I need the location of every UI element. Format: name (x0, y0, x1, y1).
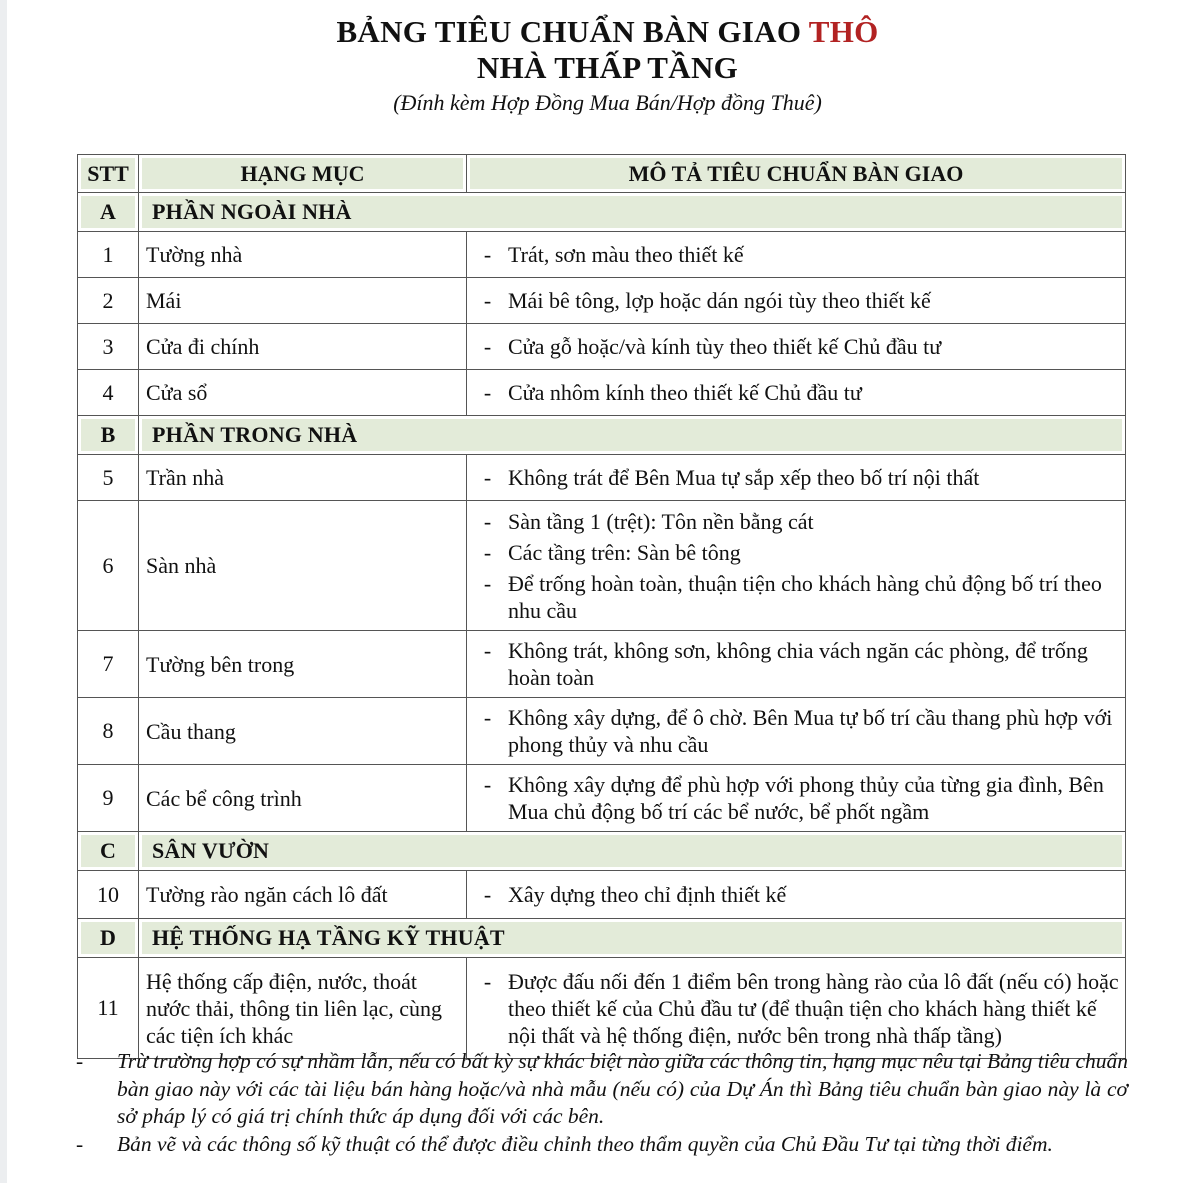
table-row (78, 501, 1126, 631)
row-description: - Cửa nhôm kính theo thiết kế Chủ đầu tư (467, 370, 1126, 416)
table-row (78, 370, 1126, 416)
table-row (78, 698, 1126, 765)
row-number: 4 (78, 370, 139, 416)
row-description: - Không trát, không sơn, không chia vách ngăn các phòng, để trống hoàn toàn (467, 631, 1126, 698)
row-number: 11 (78, 958, 139, 1059)
section-row-a (78, 193, 1126, 232)
footnote-item: - Bản vẽ và các thông số kỹ thuật có thể được điều chỉnh theo thẩm quyền của Chủ Đầu Tư tại từng thời điểm. (76, 1131, 1053, 1156)
row-item: Trần nhà (139, 455, 467, 501)
column-header-stt: STT (78, 155, 139, 193)
row-item: Sàn nhà (139, 501, 467, 631)
table-row (78, 958, 1126, 1059)
section-row-c (78, 832, 1126, 871)
row-item: Các bể công trình (139, 765, 467, 832)
table-row (78, 278, 1126, 324)
document-subtitle: (Đính kèm Hợp Đồng Mua Bán/Hợp đồng Thuê) (393, 90, 822, 115)
row-number: 5 (78, 455, 139, 501)
row-number: 2 (78, 278, 139, 324)
section-row-b (78, 416, 1126, 455)
table-header-row (78, 155, 1126, 193)
column-header-description: MÔ TẢ TIÊU CHUẨN BÀN GIAO (467, 155, 1126, 193)
section-code: C (78, 832, 139, 871)
handover-standards-table (77, 154, 1126, 1059)
row-description: - Không trát để Bên Mua tự sắp xếp theo bố trí nội thất (467, 455, 1126, 501)
document-header (0, 14, 1200, 118)
section-title: PHẦN NGOÀI NHÀ (139, 193, 1126, 232)
table-row (78, 455, 1126, 501)
row-item: Cửa sổ (139, 370, 467, 416)
row-number: 7 (78, 631, 139, 698)
row-number: 1 (78, 232, 139, 278)
section-code: B (78, 416, 139, 455)
column-header-item: HẠNG MỤC (139, 155, 467, 193)
row-number: 3 (78, 324, 139, 370)
section-row-d (78, 919, 1126, 958)
page-edge (0, 0, 7, 1183)
document-title-line1 (0, 14, 1200, 50)
section-code: A (78, 193, 139, 232)
row-item: Hệ thống cấp điện, nước, thoát nước thải, thông tin liên lạc, cùng các tiện ích khác (139, 958, 467, 1059)
row-item: Tường nhà (139, 232, 467, 278)
row-item: Tường rào ngăn cách lô đất (139, 871, 467, 919)
row-item: Mái (139, 278, 467, 324)
table-row (78, 232, 1126, 278)
row-description: - Không xây dựng, để ô chờ. Bên Mua tự bố trí cầu thang phù hợp với phong thủy và nhu cầu (467, 698, 1126, 765)
table-row (78, 631, 1126, 698)
section-code: D (78, 919, 139, 958)
row-description: - Không xây dựng để phù hợp với phong thủy của từng gia đình, Bên Mua chủ động bố trí các bể nước, bể phốt ngầm (467, 765, 1126, 832)
row-item: Tường bên trong (139, 631, 467, 698)
footnotes (72, 1048, 1128, 1158)
row-description: - Xây dựng theo chỉ định thiết kế (467, 871, 1126, 919)
row-item: Cầu thang (139, 698, 467, 765)
row-description: - Mái bê tông, lợp hoặc dán ngói tùy theo thiết kế (467, 278, 1126, 324)
row-description: - Trát, sơn màu theo thiết kế (467, 232, 1126, 278)
row-number: 6 (78, 501, 139, 631)
table-row (78, 765, 1126, 832)
footnote-item: - Trừ trường hợp có sự nhầm lẫn, nếu có bất kỳ sự khác biệt nào giữa các thông tin, hạng mục nêu tại Bảng tiêu chuẩn bàn giao này với các tài liệu bán hàng hoặc/và nhà mẫu (nếu có) của Dự Án thì Bảng tiêu chuẩn bàn giao này là cơ sở pháp lý có giá trị chính thức áp dụng đối với các bên. (76, 1049, 1128, 1128)
section-title: HỆ THỐNG HẠ TẦNG KỸ THUẬT (139, 919, 1126, 958)
row-description: - Sàn tầng 1 (trệt): Tôn nền bằng cát - Các tầng trên: Sàn bê tông - Để trống hoàn toàn, thuận tiện cho khách hàng chủ động bố trí theo nhu cầu (467, 501, 1126, 631)
document-title-line2: NHÀ THẤP TẦNG (476, 50, 739, 85)
section-title: SÂN VƯỜN (139, 832, 1126, 871)
table-row (78, 871, 1126, 919)
row-item: Cửa đi chính (139, 324, 467, 370)
row-number: 8 (78, 698, 139, 765)
row-number: 9 (78, 765, 139, 832)
row-description: - Cửa gỗ hoặc/và kính tùy theo thiết kế Chủ đầu tư (467, 324, 1126, 370)
section-title: PHẦN TRONG NHÀ (139, 416, 1126, 455)
title-accent-text: THÔ (808, 14, 879, 49)
row-number: 10 (78, 871, 139, 919)
title-main-text: BẢNG TIÊU CHUẨN BÀN GIAO (336, 14, 809, 49)
row-description: - Được đấu nối đến 1 điểm bên trong hàng rào của lô đất (nếu có) hoặc theo thiết kế của Chủ đầu tư (để thuận tiện cho khách hàng thiết kế nội thất và hệ thống điện, nước bên trong nhà thấp tầng) (467, 958, 1126, 1059)
table-row (78, 324, 1126, 370)
